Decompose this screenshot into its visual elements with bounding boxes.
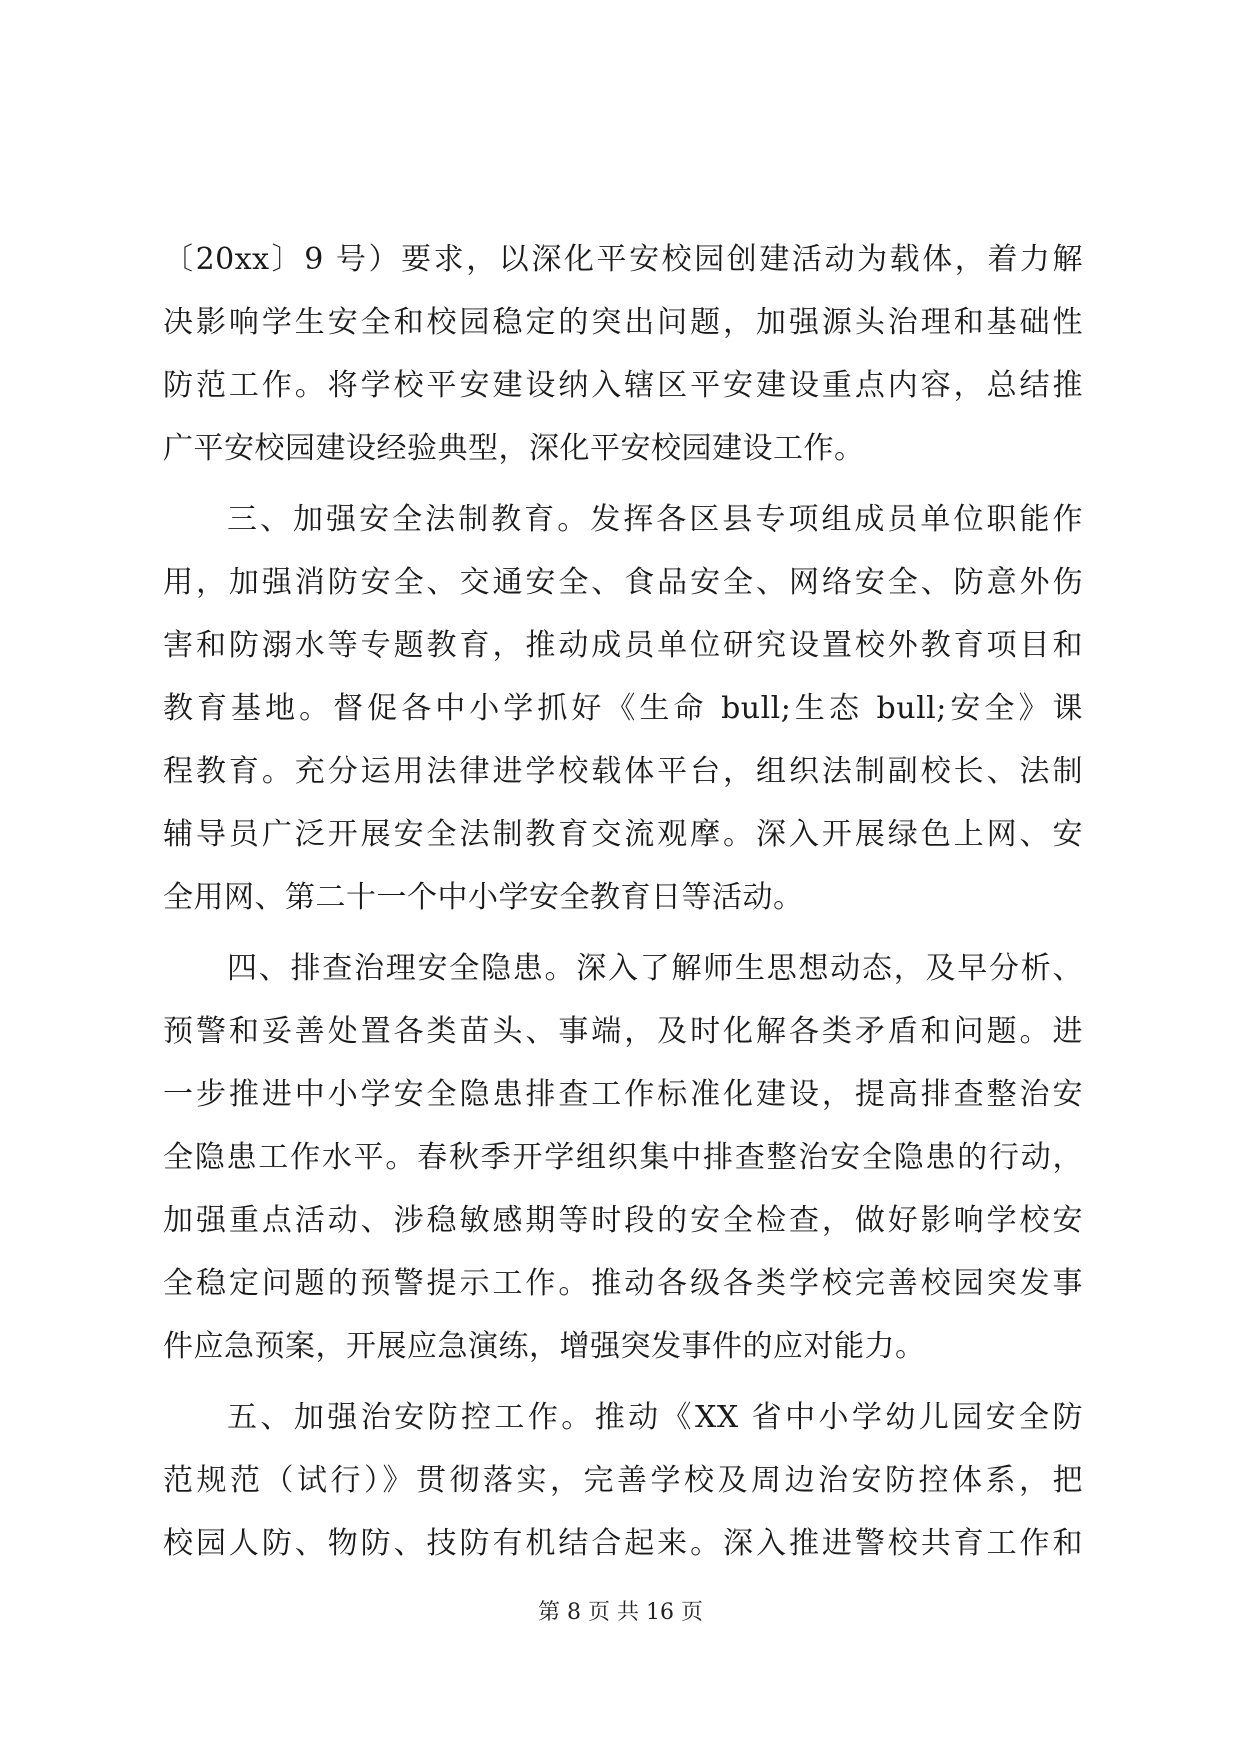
text-line: 三、加强安全法制教育。发挥各区县专项组成员单位职能作	[227, 502, 1083, 537]
paragraph-section-3	[163, 488, 1083, 929]
text-line: 范规范（试行）》贯彻落实，完善学校及周边治安防控体系，把	[163, 1463, 1083, 1498]
text-line: 〔20xx〕9 号）要求，以深化平安校园创建活动为载体，着力解	[163, 242, 1083, 277]
text-line: 全稳定问题的预警提示工作。推动各级各类学校完善校园突发事	[163, 1266, 1083, 1301]
text-line: 一步推进中小学安全隐患排查工作标准化建设，提高排查整治安	[163, 1077, 1083, 1112]
text-line: 全用网、第二十一个中小学安全教育日等活动。	[163, 880, 804, 915]
text-line: 件应急预案，开展应急演练，增强突发事件的应对能力。	[163, 1329, 926, 1364]
text-line: 害和防溺水等专题教育，推动成员单位研究设置校外教育项目和	[163, 628, 1083, 663]
text-line: 辅导员广泛开展安全法制教育交流观摩。深入开展绿色上网、安	[163, 817, 1083, 852]
text-line: 教育基地。督促各中小学抓好《生命 bull;生态 bull;安全》课	[163, 691, 1083, 726]
text-line: 防范工作。将学校平安建设纳入辖区平安建设重点内容，总结推	[163, 368, 1083, 403]
page-number-label: 第 8 页 共 16 页	[538, 1600, 703, 1625]
text-line: 校园人防、物防、技防有机结合起来。深入推进警校共育工作和	[163, 1526, 1083, 1561]
text-line: 全隐患工作水平。春秋季开学组织集中排查整治安全隐患的行动，	[163, 1140, 1083, 1175]
text-line: 程教育。充分运用法律进学校载体平台，组织法制副校长、法制	[163, 754, 1083, 789]
text-line: 广平安校园建设经验典型，深化平安校园建设工作。	[163, 431, 865, 466]
paragraph-section-5	[163, 1386, 1083, 1575]
text-line: 用，加强消防安全、交通安全、食品安全、网络安全、防意外伤	[163, 565, 1083, 600]
page-footer	[0, 1598, 1241, 1628]
text-line: 决影响学生安全和校园稳定的突出问题，加强源头治理和基础性	[163, 305, 1083, 340]
paragraph-continuation	[163, 228, 1083, 480]
body-text	[163, 228, 1083, 1575]
text-line: 四、排查治理安全隐患。深入了解师生思想动态，及早分析、	[227, 951, 1083, 986]
text-line: 五、加强治安防控工作。推动《XX 省中小学幼儿园安全防	[227, 1400, 1083, 1435]
paragraph-section-4	[163, 937, 1083, 1378]
text-line: 预警和妥善处置各类苗头、事端，及时化解各类矛盾和问题。进	[163, 1014, 1083, 1049]
text-line: 加强重点活动、涉稳敏感期等时段的安全检查，做好影响学校安	[163, 1203, 1083, 1238]
